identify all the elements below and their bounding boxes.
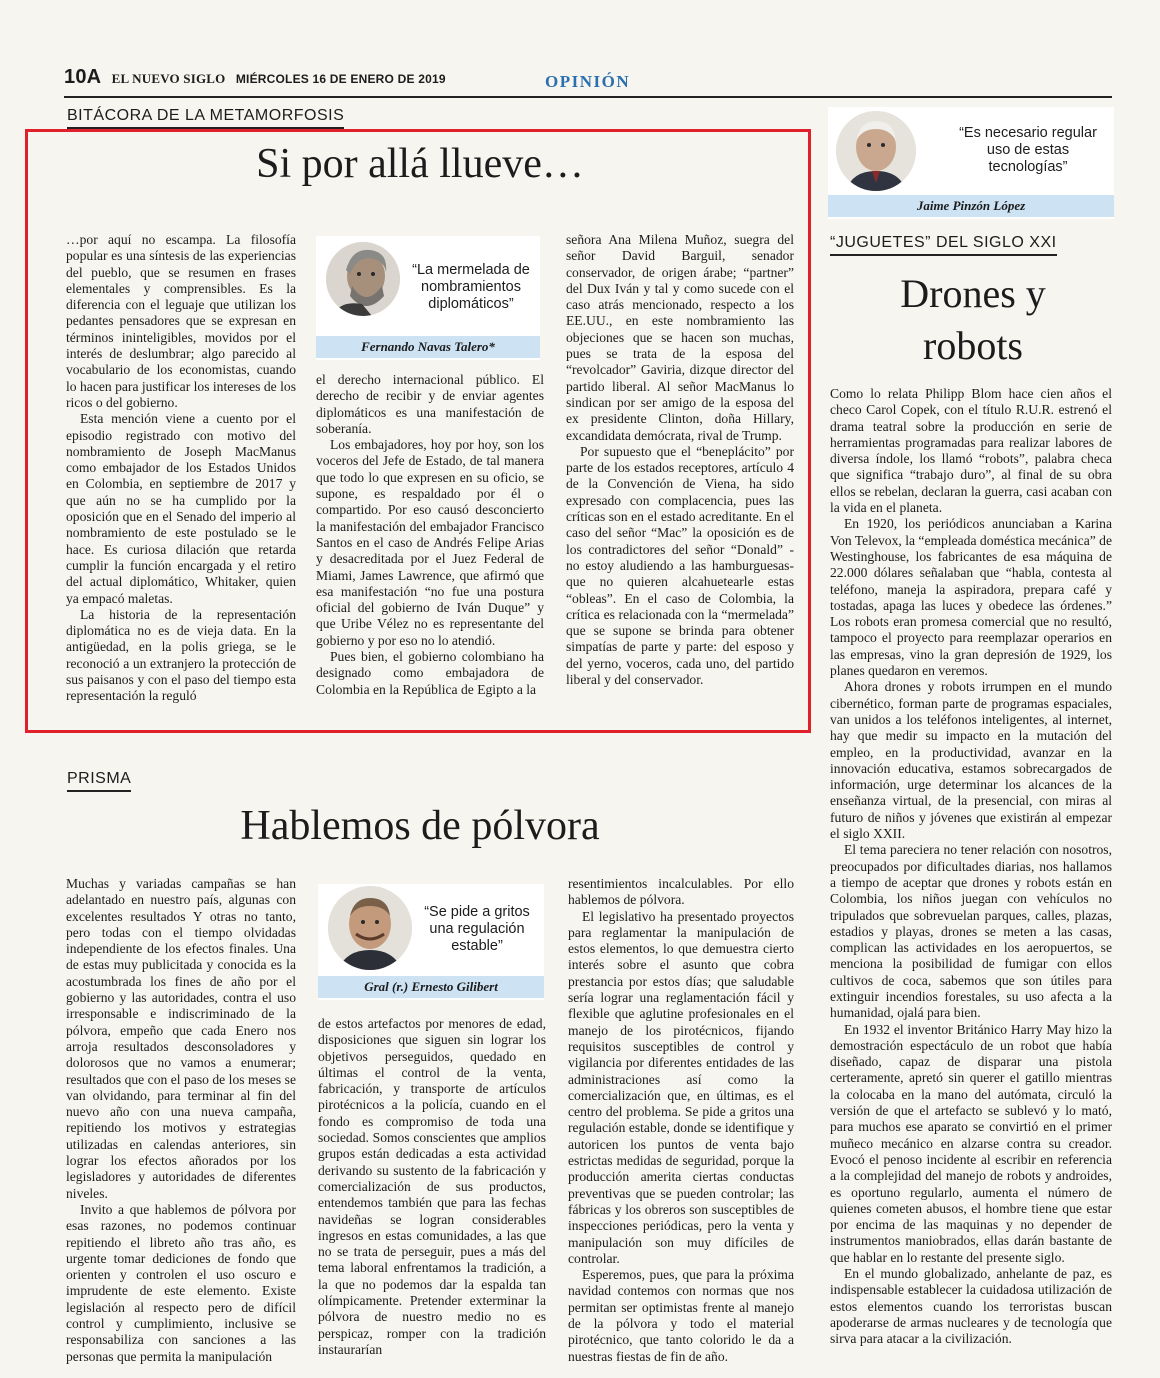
header-rule bbox=[64, 96, 1112, 98]
section-title: OPINIÓN bbox=[545, 72, 631, 91]
article2-paragraph: Muchas y variadas campañas se han adelantado en nuestro país, algunas con excelentes resultados Y otras no tanto, pero todas con el tiempo olvidadas independiente de los efectos finales. Una de estas muy publicitada y conocida es la acostumbrada los fines de año por el gobierno y las autoridades, contra el uso irresponsable e indiscriminado de la pólvora, empeño que cada Enero nos arroja resultados desconsoladores y dolorosos que no vamos a enumerar; resultados que con el paso de los meses se van olvidando, para terminar al fin del nuevo año con una nueva campaña, repitiendo los motivos y estrategias utilizadas en calendas anteriores, sin lograr los efectos añorados por los legisladores y autoridades de diferentes niveles. bbox=[66, 876, 296, 1201]
sidebar-paragraph: En 1920, los periódicos anunciaban a Karina Von Televox, la “empleada doméstica mecánica” de Westinghouse, los fabricantes de esa máquina de 22.000 dólares señalaban que “habla, contesta al teléfono, maneja la aspiradora, prepara café y tostadas, apaga las luces y obedece las órdenes.” Los robots eran promesa comercial que no resultó, tampoco el proyecto para reemplazar operarios en las empresas, vino la gran depresión de 1929, los planes quedaron en veremos. bbox=[830, 516, 1113, 679]
article2-author: Gral (r.) Ernesto Gilibert bbox=[318, 976, 544, 998]
author-portrait-icon bbox=[328, 886, 412, 970]
article1-paragraph: el derecho internacional público. El derecho de recibir y de enviar agentes diplomáticos es una manifestación de soberanía. bbox=[316, 372, 544, 436]
sidebar-paragraph: Como lo relata Philipp Blom hace cien años el checo Carol Copek, con el título R.U.R. estrenó el drama teatral sobre la producción en serie de herramientas programadas para realizar labores de diversa índole, los llamó “robots”, palabra checa que significa “trabajo duro”, al final de su obra ellos se rebelan, declaran la guerra, casi acaban con la vida en el planeta. bbox=[830, 386, 1112, 516]
page-number: 10A bbox=[64, 66, 102, 88]
article2-paragraph: Invito a que hablemos de pólvora por esas razones, no podemos continuar repitiendo el libreto año tras año, es urgente tomar dediciones de fondo que orienten y controlen el uso oscuro e imprudente de este elemento. Existe legislación al respecto pero de difícil control y cumplimiento, inclusive se responsabiliza con sanciones a las personas que permita la manipulación bbox=[66, 1201, 296, 1364]
sidebar-paragraph: En el mundo globalizado, anhelante de paz, es indispensable establecer la cuidadosa utilización de estos elementos cuando los terroristas buscan apoderarse de armas nucleares y de tecnología que sirva para atacar a la civilización. bbox=[830, 1266, 1112, 1347]
article1-paragraph: Los embajadores, hoy por hoy, son los voceros del Jefe de Estado, de tal manera que todo lo que expresen en su oficio, se supone, es respaldado por él o compartido. Por eso causó desconcierto la manifestación del embajador Francisco Santos en el caso de Andrés Felipe Arias y desacreditada por el Juez Federal de Miami, James Lawrence, que afirmó que esa manifestación “no fue una postura oficial del gobierno de Iván Duque” y que Uribe Vélez no es representante del gobierno y por eso no lo atendió. bbox=[316, 437, 544, 648]
article1-paragraph: Pues bien, el gobierno colombiano ha designado como embajadora de Colombia en la República de Egipto a la bbox=[316, 649, 544, 697]
issue-date: MIÉRCOLES 16 DE ENERO DE 2019 bbox=[235, 72, 446, 86]
sidebar-headline bbox=[830, 268, 1116, 372]
article2-paragraph: resentimientos incalculables. Por ello hablemos de pólvora. bbox=[568, 876, 794, 908]
article1-column-2 bbox=[316, 372, 544, 698]
article2-column-1 bbox=[66, 876, 296, 1365]
article1-paragraph: La historia de la representación diplomática no es de vieja data. En la antigüedad, en la polis griega, se le reconoció a un extranjero la protección de sus paisanos y con el paso del tiempo esta representación la reguló bbox=[66, 606, 296, 704]
article2-pull-quote: “Se pide a gritos una regulación estable” bbox=[424, 904, 530, 954]
sidebar-pull-quote: “Es necesario regular uso de estas tecnologías” bbox=[959, 125, 1097, 175]
sidebar-headline-line2: robots bbox=[923, 323, 1023, 368]
article2-paragraph: de estos artefactos por menores de edad, disposiciones que siguen sin lograr los objetivos perseguidos, quedado en últimas el control de la venta, fabricación, y transporte de artículos pirotécnicos a la policía, cuando en el fondo es compromiso de toda una sociedad. Somos conscientes que amplios grupos están dedicadas a esta actividad derivando su sustento de la fabricación y comercialización de sus productos, entendemos también que para las fechas navideñas se logran considerables ingresos en estas comunidades, a las que no se trata de perseguir, pues a más del tema laboral enfrentamos la tradición, a la que no podemos dar la espalda tan olímpicamente. Pretender exterminar la pólvora de nuestro medio no es perspicaz, romper con la tradición instaurarían bbox=[318, 1016, 546, 1357]
article1-headline: Si por allá llueve… bbox=[256, 141, 584, 187]
article1-kicker: BITÁCORA DE LA METAMORFOSIS bbox=[67, 107, 344, 129]
sidebar-paragraph: Ahora drones y robots irrumpen en el mundo cibernético, forman parte de programas espaciales, van unidos a los teléfonos inteligentes, al internet, hay que medir su impacto en la mutación del empleo, en la productividad, avanzar en la innovación educativa, estamos sobrecargados de información, urge determinar los alcances de la enseñanza virtual, de la presencial, con miras al futuro de niños y jóvenes que existirán al empezar el siglo XXII. bbox=[830, 679, 1112, 842]
article1-quote-box bbox=[316, 236, 540, 360]
article1-paragraph: Esta mención viene a cuento por el episodio registrado con motivo del nombramiento de Joseph MacManus como embajador de los Estados Unidos en Colombia, en septiembre de 2017 y que aún no se ha cumplido por la oposición que en el Senado del imperio al nombramiento de este postulado se le hace. Es curiosa dilación que retarda cumplir la función encargada y el retiro del actual diplomático, Whitaker, quien ya empacó maletas. bbox=[66, 411, 296, 606]
article2-headline: Hablemos de pólvora bbox=[240, 803, 600, 849]
sidebar-author: Jaime Pinzón López bbox=[828, 195, 1114, 217]
sidebar-column bbox=[830, 386, 1112, 1348]
article2-column-2 bbox=[318, 1016, 546, 1358]
article1-paragraph: …por aquí no escampa. La filosofía popular es una síntesis de las experiencias del pueblo, que se resumen en frases elementales y comprensibles. Es la diferencia con el leguaje que utilizan los pedantes pensadores que se expresan en términos ininteligibles, movidos por el interés de deslumbrar; algo parecido al vocabulario de los economistas, cuando lo hacen para justificar los intereses de los ricos o del gobierno. bbox=[66, 232, 296, 410]
author-portrait-icon bbox=[836, 111, 916, 191]
article2-kicker: PRISMA bbox=[67, 770, 131, 792]
article1-author: Fernando Navas Talero* bbox=[316, 336, 540, 358]
article1-column-3 bbox=[566, 232, 794, 688]
article1-paragraph: Por supuesto que el “beneplácito” por parte de los estados receptores, artículo 4 de la Convención de Viena, ha sido expresado con complacencia, pues las críticas son en el estado acreditante. En el caso del señor “Mac” la oposición es de los contradictores del señor “Donald” - no estoy aludiendo a las hamburguesas- que no quieren alcahuetearle estas “obleas”. En el caso de Colombia, la crítica es relacionada con la “mermelada” que se supone se brinda para obtener simpatías de parte y parte: del esposo y del yerno, voceros, cada uno, del partido liberal y del conservador. bbox=[566, 443, 794, 688]
article2-paragraph: Esperemos, pues, que para la próxima navidad contemos con normas que nos permitan ser optimistas frente al manejo de la pólvora y todo el material pirotécnico, que tanto colorido le da a nuestras fiestas de fin de año. bbox=[568, 1267, 794, 1364]
article1-pull-quote: “La mermelada de nombramientos diplomáticos” bbox=[412, 262, 530, 312]
article2-quote-box bbox=[318, 884, 544, 1000]
sidebar-quote-box bbox=[828, 107, 1114, 219]
sidebar-headline-line1: Drones y bbox=[900, 271, 1046, 316]
article2-paragraph: El legislativo ha presentado proyectos para reglamentar la manipulación de estos elementos, lo que demuestra cierto interés sobre el asunto que cobra prestancia por estos días; que saludable sería lograr una reglamentación fácil y flexible que aglutine profesionales en el manejo de los pirotécnicos, fijando requisitos susceptibles de control y vigilancia por diferentes entidades de las administraciones así como la comercialización que, en últimas, es el centro del problema. Se pide a gritos una regulación estable, donde se identifique y autoricen los puntos de venta bajo estrictas medidas de seguridad, porque la producción amerita ciertas conductas preventivas que se pueden controlar; las fábricas y los obreros son susceptibles de inspecciones periódicas, pero la venta y manipulación son muy difíciles de controlar. bbox=[568, 908, 794, 1266]
article1-paragraph: señora Ana Milena Muñoz, suegra del señor David Barguil, senador conservador, de origen árabe; “partner” del Dux Iván y tal y como sucede con el caso atrás mencionado, respecto a los EE.UU., en este nombramiento las objeciones que se hacen son muchas, pues se trata de la esposa del “revolcador” Gaviria, dizque director del partido liberal. Al señor MacManus lo sindican por ser amigo de la esposa del ex presidente Clinton, doña Hillary, excandidata demócrata, rival de Trump. bbox=[566, 232, 794, 443]
sidebar-kicker: “JUGUETES” DEL SIGLO XXI bbox=[830, 234, 1057, 256]
article2-column-3 bbox=[568, 876, 794, 1365]
article1-column-1 bbox=[66, 232, 296, 705]
sidebar-paragraph: En 1932 el inventor Británico Harry May hizo la demostración espectáculo de un robot que había diseñado, capaz de disparar una pistola certeramente, apretó sin querer el gatillo mientras la colocaba en la mano del autómata, circuló la versión de que el artefacto se sublevó y lo mató, para muchos ese aparato se convirtió en el primer muñeco mecánico en alzarse contra su creador. Evocó el penoso incidente al escribir en referencia a la complejidad del manejo de robots y androides, es oportuno regularlo, aumenta el número de quienes cometen abusos, el hombre tiene que estar por encima de las maquinas y no depender de instrumentos maniobrados, ellas darán bastante de que hablar en lo restante del presente siglo. bbox=[830, 1021, 1112, 1265]
author-portrait-icon bbox=[326, 242, 400, 316]
sidebar-paragraph: El tema pareciera no tener relación con nosotros, preocupados por dificultades diarias, nos hallamos a tiempo de aceptar que drones y robots están en Colombia, los niños juegan con vehículos no tripulados que sobrevuelan parques, calles, plazas, estadios y playas, drones se meten a las casas, complican las actividades en los aeropuertos, se menciona la posibilidad de fumigar con ellos cultivos de coca, sabemos que son útiles para extinguir incendios forestales, su uso afecta a la humanidad, ojalá para bien. bbox=[830, 842, 1112, 1021]
page-header bbox=[64, 66, 446, 89]
newspaper-name: EL NUEVO SIGLO bbox=[111, 71, 226, 86]
